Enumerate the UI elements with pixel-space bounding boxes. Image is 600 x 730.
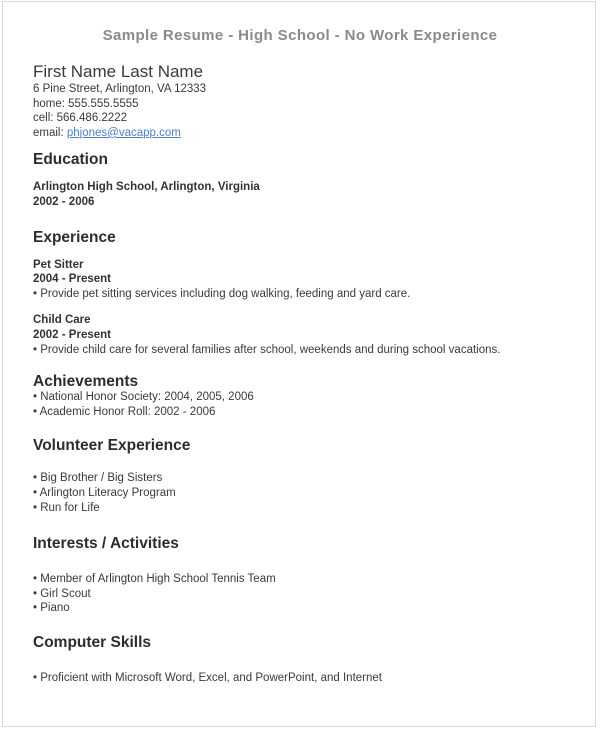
bullet-item: • Member of Arlington High School Tennis Team [33, 573, 276, 586]
bullet-item: • Big Brother / Big Sisters [33, 472, 163, 485]
education-school: Arlington High School, Arlington, Virginia [33, 181, 260, 194]
job-bullet: • Provide child care for several families after school, weekends and during school vacations. [33, 343, 501, 356]
contact-home-phone: home: 555.555.5555 [33, 97, 139, 110]
bullet-item: • National Honor Society: 2004, 2005, 2006 [33, 391, 254, 404]
experience-job [33, 258, 567, 302]
contact-email-line [33, 126, 567, 141]
section-heading-computer-skills: Computer Skills [33, 633, 151, 651]
job-bullet: • Provide pet sitting services including dog walking, feeding and yard care. [33, 287, 411, 300]
experience-job [33, 313, 567, 357]
contact-address: 6 Pine Street, Arlington, VA 12333 [33, 83, 207, 95]
education-dates: 2002 - 2006 [33, 195, 95, 208]
interests-list [33, 572, 567, 616]
contact-cell-phone: cell: 566.486.2222 [33, 112, 127, 125]
achievements-list [33, 390, 567, 419]
bullet-item: • Academic Honor Roll: 2002 - 2006 [33, 405, 216, 418]
job-dates: 2004 - Present [33, 273, 111, 286]
section-heading-volunteer-experience: Volunteer Experience [33, 437, 191, 455]
email-label: email: [33, 126, 64, 139]
job-title: Pet Sitter [33, 258, 84, 271]
computer-skills-list [33, 671, 567, 686]
section-heading-interests-activities: Interests / Activities [33, 535, 179, 553]
contact-block [33, 61, 567, 140]
bullet-item: • Proficient with Microsoft Word, Excel, and PowerPoint, and Internet [33, 671, 382, 684]
section-heading-achievements: Achievements [33, 373, 139, 391]
job-dates: 2002 - Present [33, 328, 111, 341]
email-link[interactable]: phjones@vacapp.com [66, 126, 181, 139]
bullet-item: • Piano [33, 602, 70, 615]
bullet-item: • Run for Life [33, 501, 100, 514]
section-heading-education: Education [33, 151, 108, 169]
document-title: Sample Resume - High School - No Work Experience [102, 27, 498, 44]
bullet-item: • Arlington Literacy Program [33, 486, 176, 499]
volunteer-list [33, 471, 567, 515]
contact-name: First Name Last Name [33, 62, 204, 81]
job-title: Child Care [33, 314, 91, 327]
section-heading-experience: Experience [33, 228, 116, 246]
bullet-item: • Girl Scout [33, 587, 91, 600]
